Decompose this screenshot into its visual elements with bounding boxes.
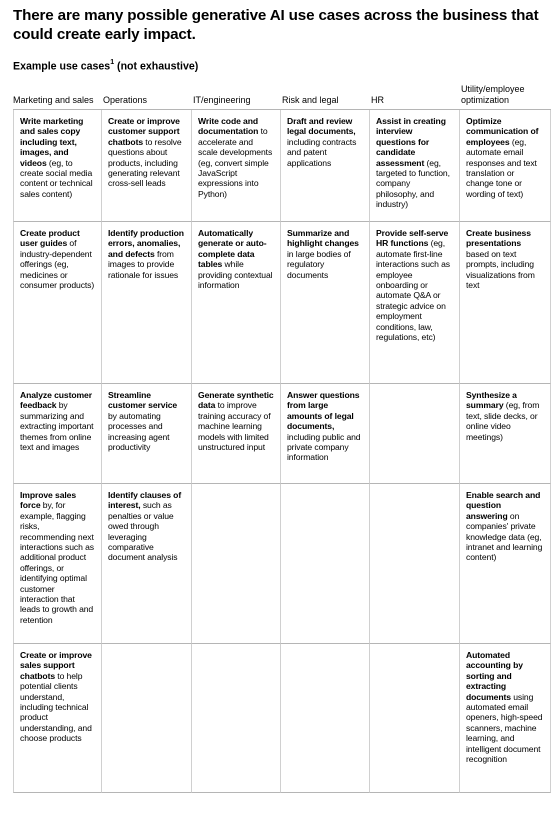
table-cell xyxy=(460,222,551,384)
use-case-table xyxy=(13,86,551,793)
use-case-description: by automating processes and increasing agent productivity xyxy=(108,410,170,453)
table-cell xyxy=(281,484,370,644)
table-cell xyxy=(281,644,370,793)
table-cell xyxy=(102,484,192,644)
subtitle-note: (not exhaustive) xyxy=(114,60,199,73)
column-header-label: Marketing and sales xyxy=(13,95,94,106)
column-header-utility-employee-optimization xyxy=(460,86,551,110)
table-cell xyxy=(460,484,551,644)
use-case-description: by, for example, flagging risks, recommending next interactions such as additional product offerings, or identifying optimal customer interaction that leads to growth and retention xyxy=(20,500,94,625)
table-cell xyxy=(281,222,370,384)
use-case-heading: Identify clauses of interest, xyxy=(108,490,182,511)
use-case-description: (eg, targeted to function, company philosophy, and industry) xyxy=(376,157,450,210)
table-cell xyxy=(102,384,192,484)
use-case-description: by summarizing and extracting important themes from online text and images xyxy=(20,400,94,453)
use-case-heading: Provide self-serve HR functions xyxy=(376,228,449,249)
use-case-heading: Streamline customer service xyxy=(108,390,178,411)
use-case-heading: Create or improve customer support chatbots xyxy=(108,116,180,147)
table-cell xyxy=(370,644,460,793)
column-header-it-engineering xyxy=(192,86,281,110)
use-case-description: to resolve questions about products, including generating relevant cross-sell leads xyxy=(108,136,182,189)
table-cell xyxy=(192,384,281,484)
use-case-description: to help potential clients understand, including technical product understanding, and choose products xyxy=(20,670,92,744)
table-cell xyxy=(370,484,460,644)
use-case-description: based on text prompts, including visualizations from text xyxy=(466,248,535,291)
use-case-description: (eg, automate first-line interactions such as employee onboarding or automate Q&A or strategic advice on employment conditions, law, regulations, etc) xyxy=(376,238,450,343)
table-cell xyxy=(102,644,192,793)
table-cell xyxy=(102,222,192,384)
column-header-label: Utility/employee optimization xyxy=(461,84,525,106)
use-case-heading: Enable search and question answering xyxy=(466,490,541,521)
table-cell xyxy=(192,644,281,793)
use-case-description: (eg, automate email responses and text translation or change tone or wording of text) xyxy=(466,136,537,199)
column-header-label: HR xyxy=(371,95,384,106)
table-cell xyxy=(13,644,102,793)
table-cell xyxy=(102,110,192,222)
use-case-heading: Write code and documentation xyxy=(198,116,259,137)
column-header-operations xyxy=(102,86,192,110)
use-case-heading: Generate synthetic data xyxy=(198,390,274,411)
use-case-heading: Draft and review legal documents, xyxy=(287,116,356,137)
use-case-heading: Analyze customer feedback xyxy=(20,390,92,411)
use-case-heading: Assist in creating interview questions for candidate assessment xyxy=(376,116,446,168)
subtitle-text: Example use cases xyxy=(13,60,111,73)
table-cell xyxy=(370,110,460,222)
use-case-description: from images to provide rationale for issues xyxy=(108,248,179,280)
table-cell xyxy=(192,484,281,644)
use-case-heading: Synthesize a summary xyxy=(466,390,517,411)
use-case-heading: Improve sales force xyxy=(20,490,77,511)
use-case-heading: Automated accounting by sorting and extracting documents xyxy=(466,650,523,702)
column-header-risk-and-legal xyxy=(281,86,370,110)
use-case-description: to accelerate and scale developments (eg, convert simple JavaScript expressions into Python) xyxy=(198,126,273,199)
use-case-heading: Create product user guides xyxy=(20,228,80,249)
table-cell xyxy=(13,484,102,644)
table-subtitle xyxy=(13,60,198,73)
use-case-description: using automated email openers, high-speed scanners, machine learning, and intelligent document recognition xyxy=(466,691,543,765)
footnote-marker: 1 xyxy=(110,59,115,66)
page-title: There are many possible generative AI use cases across the business that could create early impact. xyxy=(13,7,539,43)
use-case-description: while providing contextual information xyxy=(198,259,273,291)
table-cell xyxy=(370,384,460,484)
use-case-description: such as penalties or value owed through leveraging comparative document analysis xyxy=(108,500,178,563)
use-case-description: in large bodies of regulatory documents xyxy=(287,248,351,280)
column-header-label: Operations xyxy=(103,95,148,106)
table-cell xyxy=(192,222,281,384)
use-case-description: including contracts and patent applications xyxy=(287,136,357,168)
use-case-heading: Optimize communication of employees xyxy=(466,116,539,147)
column-header-hr xyxy=(370,86,460,110)
table-cell xyxy=(192,110,281,222)
table-cell xyxy=(370,222,460,384)
use-case-description: of industry-dependent offerings (eg, medicines or consumer products) xyxy=(20,238,95,291)
use-case-heading: Write marketing and sales copy including text, images, and videos xyxy=(20,116,84,168)
table-cell xyxy=(281,110,370,222)
table-cell xyxy=(13,222,102,384)
column-header-label: Risk and legal xyxy=(282,95,339,106)
use-case-description: (eg, to create social media content or technical sales content) xyxy=(20,157,93,199)
use-case-description: to improve training accuracy of machine learning models with limited unstructured input xyxy=(198,400,271,453)
use-case-description: including public and private company information xyxy=(287,431,361,463)
use-case-description: (eg, from text, slide decks, or online video meetings) xyxy=(466,400,540,442)
table-cell xyxy=(460,644,551,793)
use-case-heading: Summarize and highlight changes xyxy=(287,228,359,249)
use-case-heading: Answer questions from large amounts of legal documents, xyxy=(287,390,360,432)
use-case-heading: Create business presentations xyxy=(466,228,531,249)
table-cell xyxy=(13,384,102,484)
use-case-description: on companies' private knowledge data (eg, intranet and learning content) xyxy=(466,510,543,563)
use-case-heading: Automatically generate or auto-complete data tables xyxy=(198,228,267,270)
table-cell xyxy=(460,110,551,222)
table-cell xyxy=(13,110,102,222)
use-case-heading: Identify production errors, anomalies, and defects xyxy=(108,228,184,259)
table-cell xyxy=(460,384,551,484)
table-cell xyxy=(281,384,370,484)
column-header-marketing-and-sales xyxy=(13,86,102,110)
column-header-label: IT/engineering xyxy=(193,95,251,106)
use-case-heading: Create or improve sales support chatbots xyxy=(20,650,92,681)
